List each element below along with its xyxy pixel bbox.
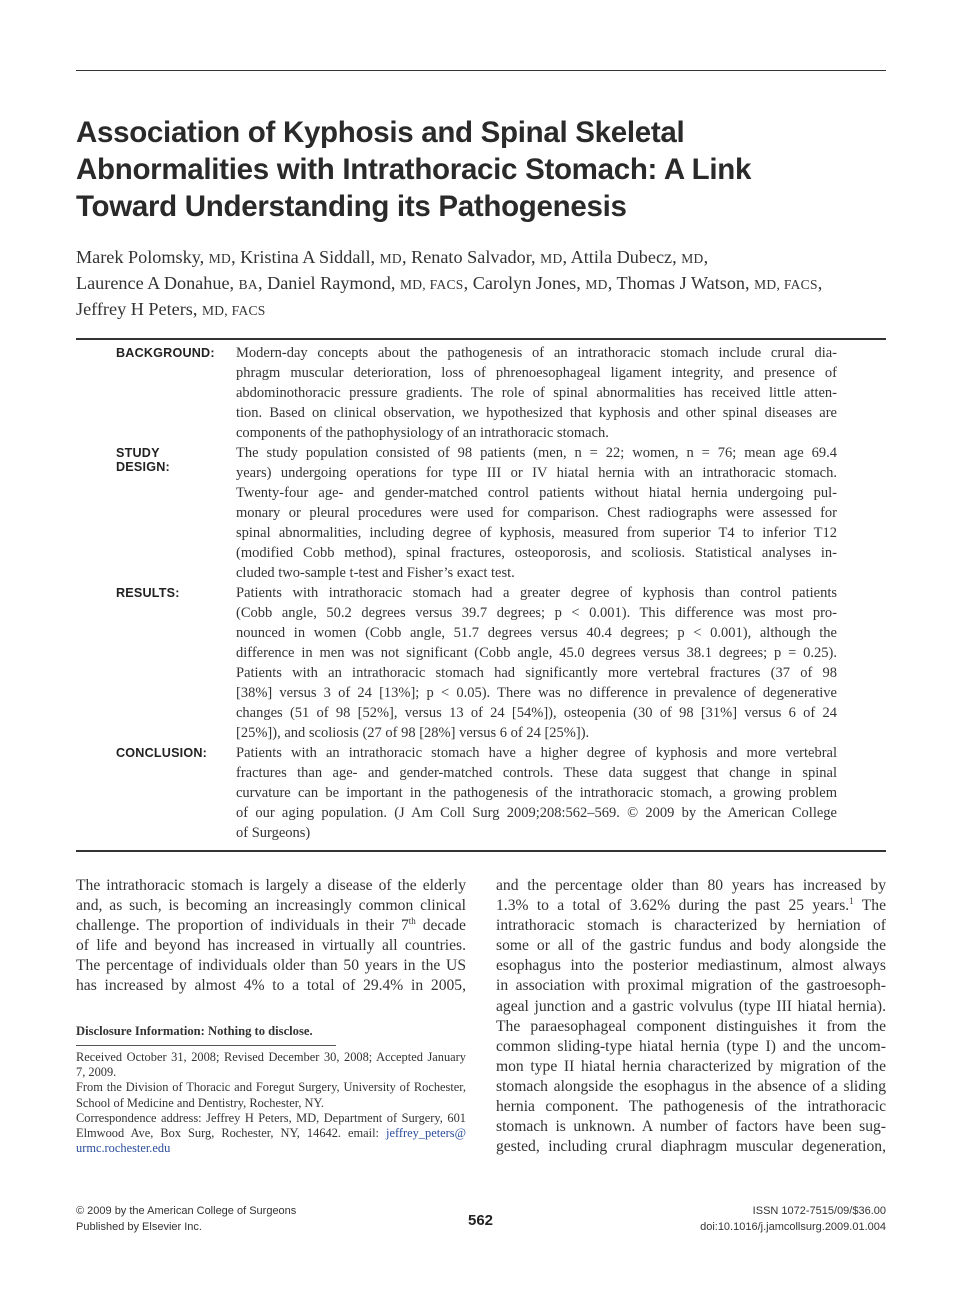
body-column-right: and the percentage older than 80 years has increased by 1.3% to a total of 3.62% during the past 25 years.$^1$ The intrathoracic stomach is characterized by herniation of some or all of the gastric fundus and body alongside the esophagus into the posterior mediastinum, almost always in association with proximal migration of the gastroesoph- ageal junction and a gastric volvulus (type III hiatal hernia). The paraesophageal component distinguishes it from the common sliding-type hiatal hernia (type I) and the uncom- mon type II hiatal hernia characterized by migration of the stomach alongside the esophagus in the absence of a sliding hernia component. The pathogenesis of the intrathoracic stomach is unknown. A number of factors have been sug- gested, including crural diaphragm muscular degeneration, [496, 877, 886, 1156]
email-link[interactable]: urmc.rochester.edu [76, 1141, 171, 1156]
article-title [76, 114, 866, 225]
title-line: Toward Understanding its Pathogenesis [76, 190, 627, 223]
background-label: BACKGROUND: [116, 346, 215, 360]
results-label: RESULTS: [116, 586, 180, 600]
doi: doi:10.1016/j.jamcollsurg.2009.01.004 [700, 1221, 886, 1233]
author-line: Jeffrey H Peters, MD, FACS [76, 299, 266, 319]
title-line: Abnormalities with Intrathoracic Stomach: A Link [76, 153, 752, 186]
disclosure-information: Disclosure Information: Nothing to disclose. [76, 1024, 313, 1038]
author-list [76, 245, 886, 323]
abstract-rule-bottom [76, 850, 886, 852]
footer-right [700, 1203, 886, 1235]
study-design-text: The study population consisted of 98 patients (men, n = 22; women, n = 76; mean age 69.4 years) undergoing operations for type III or IV hiatal hernia with an intrathoracic stomach. Twenty-four age- and gender-matched control patients without hiatal hernia undergoing pul- monary or pleural procedures were used for comparison. Chest radiographs were assessed for spinal abnormalities, including degree of kyphosis, measured from superior T4 to inferior T12 (modified Cobb method), spinal fractures, osteoporosis, and scoliosis. Statistical analyses in- cluded two-sample t-test and Fisher’s exact test. [236, 445, 837, 581]
conclusion-text: Patients with an intrathoracic stomach have a higher degree of kyphosis and more vertebral fractures than age- and gender-matched controls. These data suggest that change in spinal curvature can be important in the pathogenesis of the intrathoracic stomach, a growing problem of our aging population. (J Am Coll Surg 2009;208:562–569. © 2009 by the American College of Surgeons) [236, 745, 837, 841]
study-design-label: STUDY DESIGN: [116, 446, 170, 474]
issn: ISSN 1072-7515/09/$36.00 [752, 1205, 886, 1217]
author-line: Laurence A Donahue, BA, Daniel Raymond, MD, FACS, Carolyn Jones, MD, Thomas J Watson, MD, FACS, [76, 273, 823, 293]
publisher: Published by Elsevier Inc. [76, 1221, 202, 1233]
author-line: Marek Polomsky, MD, Kristina A Siddall, MD, Renato Salvador, MD, Attila Dubecz, MD, [76, 247, 709, 267]
top-rule [76, 70, 886, 71]
page-number: 562 [468, 1212, 494, 1229]
results-text: Patients with intrathoracic stomach had a greater degree of kyphosis than control patients (Cobb angle, 50.2 degrees versus 39.7 degrees; p < 0.001). This difference was most pro- nounced in women (Cobb angle, 51.7 degrees versus 40.4 degrees; p < 0.001), although the difference in men was not significant (Cobb angle, 45.0 degrees versus 38.1 degrees; p = 0.25). Patients with an intrathoracic stomach had significantly more vertebral fractures (37 of 98 [38%] versus 3 of 24 [13%]; p < 0.05). There was no difference in prevalence of degenerative changes (51 of 98 [52%], versus 13 of 24 [54%]), osteopenia (30 of 98 [31%] versus 6 of 24 [25%]), and scoliosis (27 of 98 [28%] versus 6 of 24 [25%]). [236, 585, 837, 741]
background-text: Modern-day concepts about the pathogenesis of an intrathoracic stomach include crural dia- phragm muscular deterioration, loss of phrenoesophageal ligament integrity, and presence of abdominothoracic pressure gradients. The role of spinal abnormalities has received little atten- tion. Based on clinical observation, we hypothesized that kyphosis and other spinal diseases are components of the pathophysiology of an intrathoracic stomach. [236, 345, 837, 441]
title-line: Association of Kyphosis and Spinal Skeletal [76, 116, 685, 149]
conclusion-label: CONCLUSION: [116, 746, 208, 760]
email-link[interactable]: jeffrey_peters@ [386, 1126, 466, 1141]
copyright: © 2009 by the American College of Surgeons [76, 1205, 297, 1217]
article-notes: Received October 31, 2008; Revised December 30, 2008; Accepted January 7, 2009. From the Division of Thoracic and Foregut Surgery, University of Rochester, School of Medicine and Dentistry, Rochester, NY. Correspondence address: Jeffrey H Peters, MD, Department of Surgery, 601 Elmwood Ave, Box Surg, Rochester, NY, 14642. email: jeffrey_peters@ urmc.rochester.edu [76, 1050, 466, 1156]
abstract-rule-top [76, 338, 886, 340]
body-column-left: The intrathoracic stomach is largely a disease of the elderly and, as such, is becoming an increasingly common clinical challenge. The proportion of individuals in their 7th decade of life and beyond has increased in virtually all countries. The percentage of individuals older than 50 years in the US has increased by almost 4% to a total of 29.4% in 2005, [76, 877, 466, 995]
disclosure-rule [76, 1045, 336, 1046]
footer-left [76, 1203, 296, 1235]
